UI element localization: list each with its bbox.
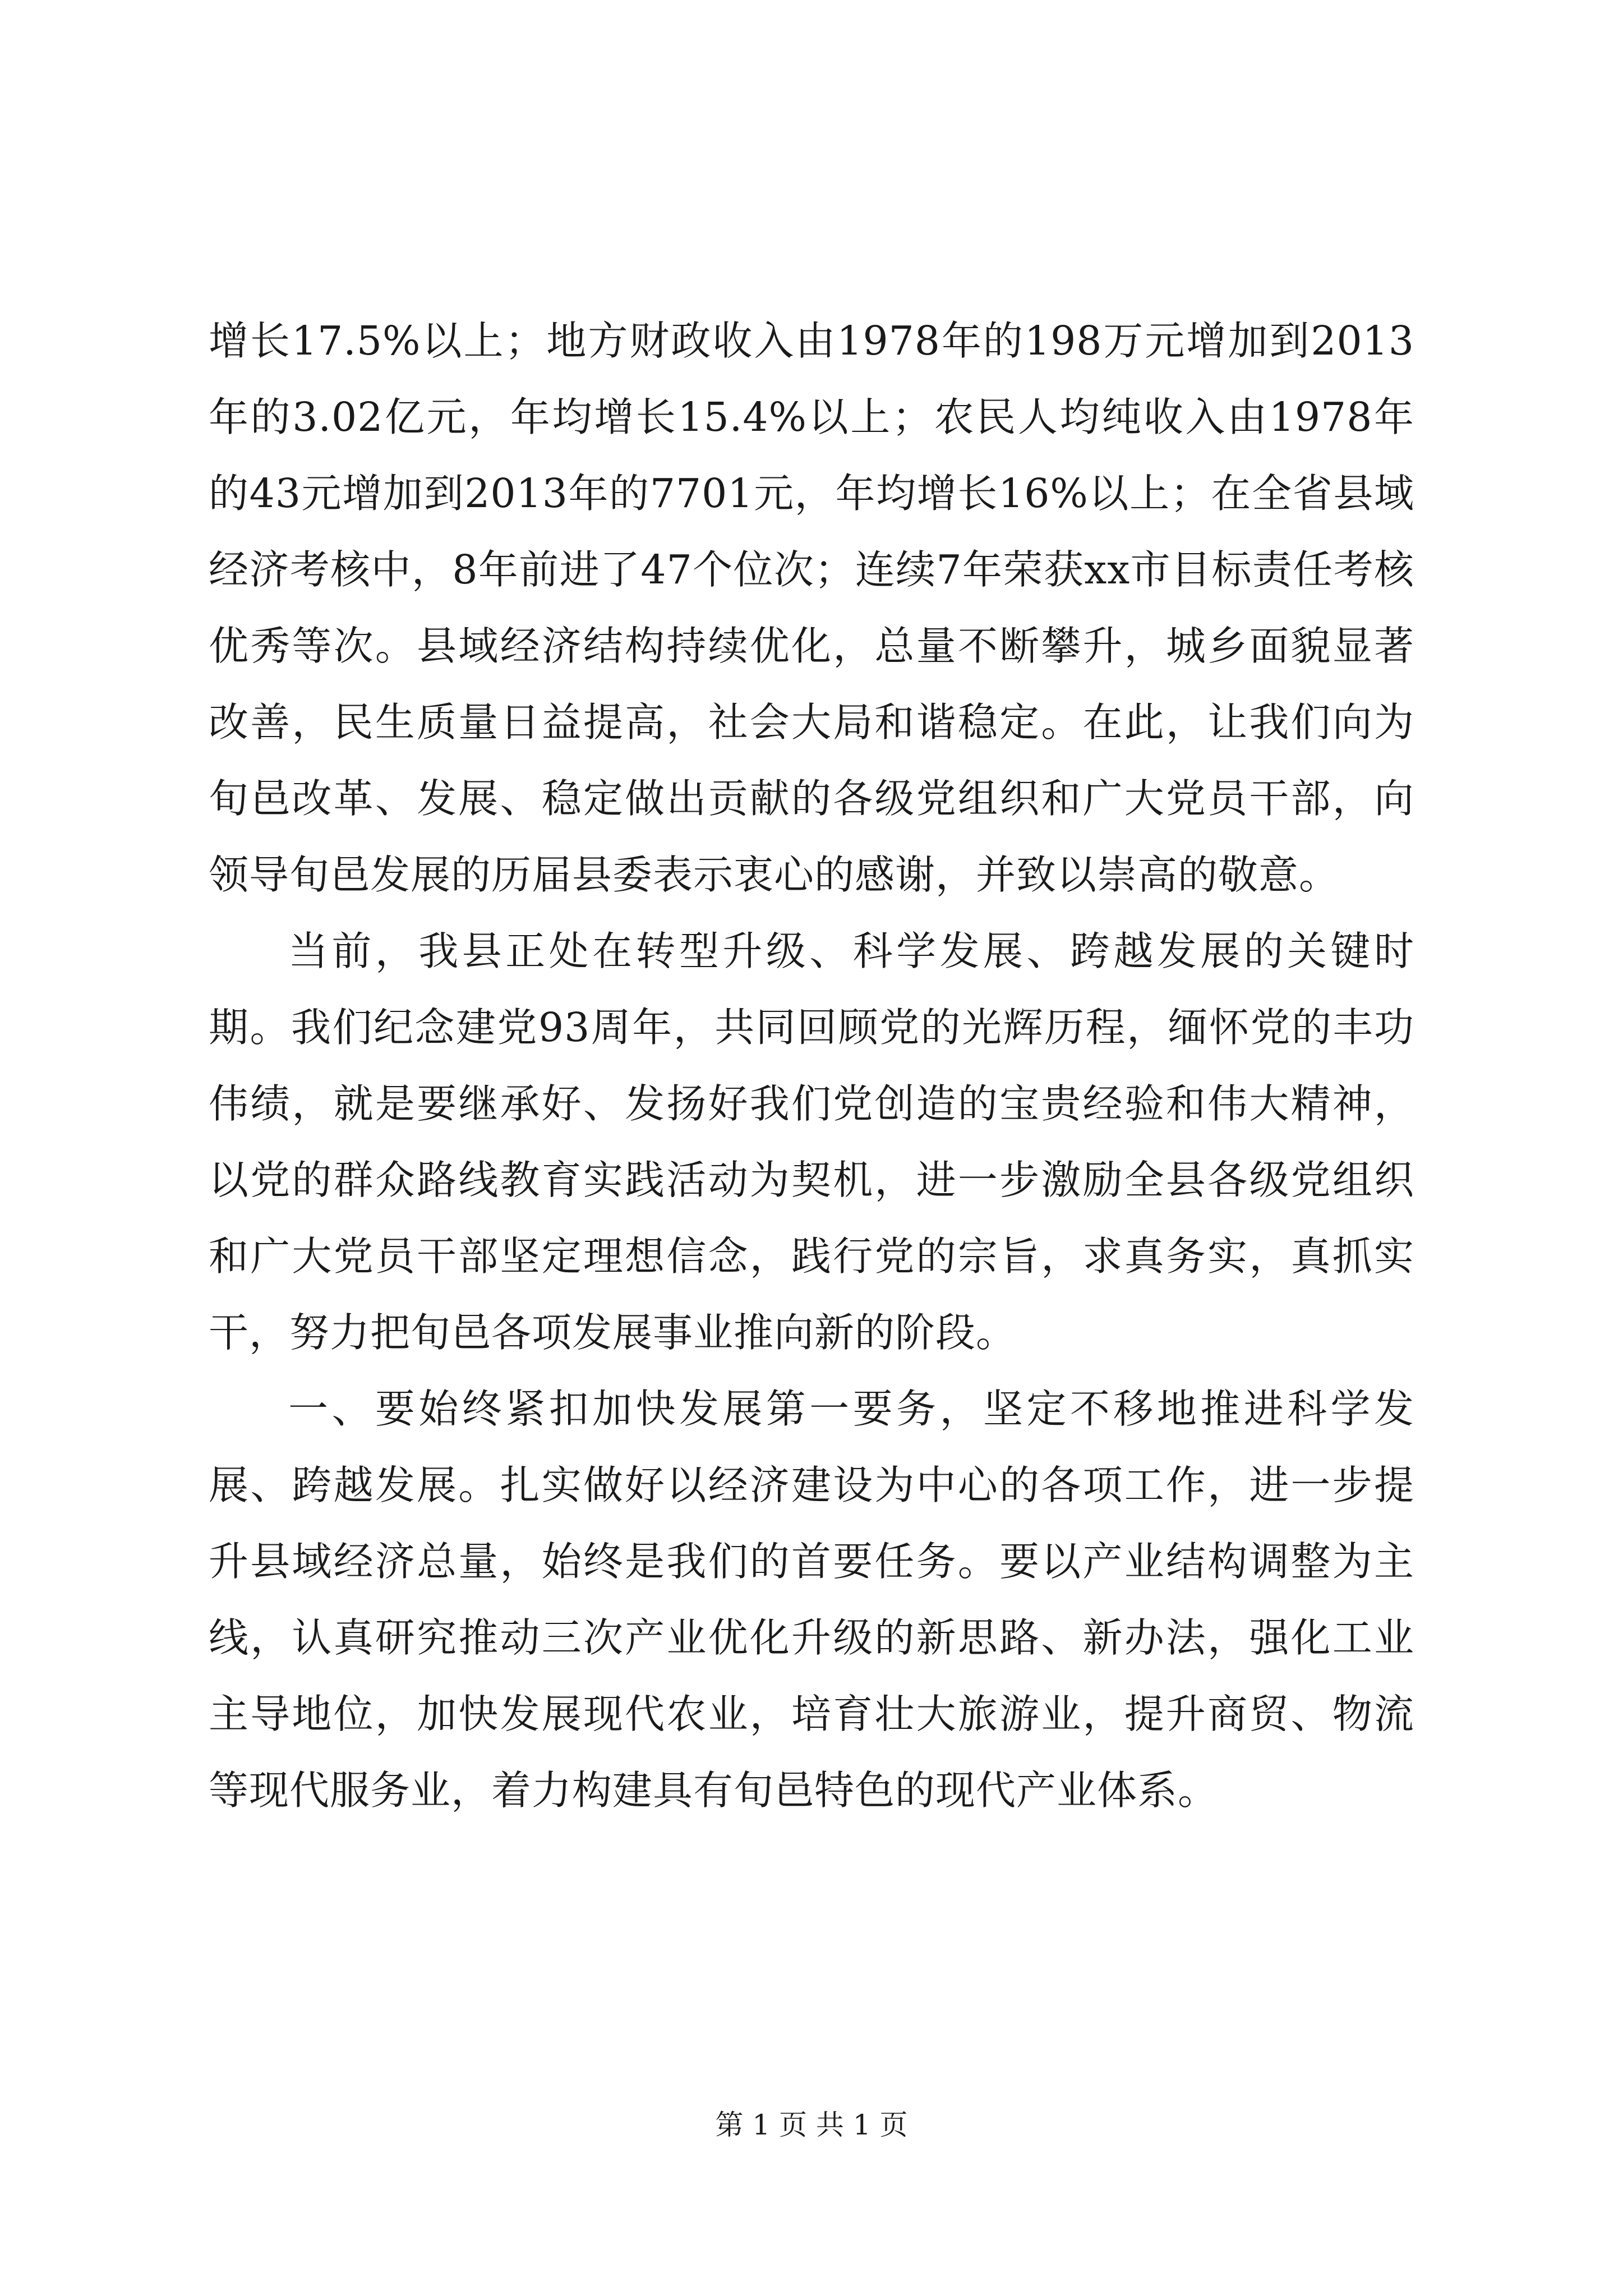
paragraph-current-period: 当前，我县正处在转型升级、科学发展、跨越发展的关键时期。我们纪念建党93周年，共同回顾党的光辉历程，缅怀党的丰功伟绩，就是要继承好、发扬好我们党创造的宝贵经验和伟大精神，以党的群众路线教育实践活动为契机，进一步激励全县各级党组织和广大党员干部坚定理想信念，践行党的宗旨，求真务实，真抓实干，努力把旬邑各项发展事业推向新的阶段。 [209, 928, 1414, 1356]
document-body [209, 303, 1414, 1829]
paragraph-continuation: 增长17.5%以上；地方财政收入由1978年的198万元增加到2013年的3.02亿元，年均增长15.4%以上；农民人均纯收入由1978年的43元增加到2013年的7701元，年均增长16%以上；在全省县域经济考核中，8年前进了47个位次；连续7年荣获xx市目标责任考核优秀等次。县域经济结构持续优化，总量不断攀升，城乡面貌显著改善，民生质量日益提高，社会大局和谐稳定。在此，让我们向为旬邑改革、发展、稳定做出贡献的各级党组织和广大党员干部，向领导旬邑发展的历届县委表示衷心的感谢，并致以崇高的敬意。 [209, 318, 1414, 898]
paragraph-section-one: 一、要始终紧扣加快发展第一要务，坚定不移地推进科学发展、跨越发展。扎实做好以经济建设为中心的各项工作，进一步提升县域经济总量，始终是我们的首要任务。要以产业结构调整为主线，认真研究推动三次产业优化升级的新思路、新办法，强化工业主导地位，加快发展现代农业，培育壮大旅游业，提升商贸、物流等现代服务业，着力构建具有旬邑特色的现代产业体系。 [209, 1386, 1414, 1814]
page-number-footer: 第 1 页 共 1 页 [715, 2109, 908, 2141]
